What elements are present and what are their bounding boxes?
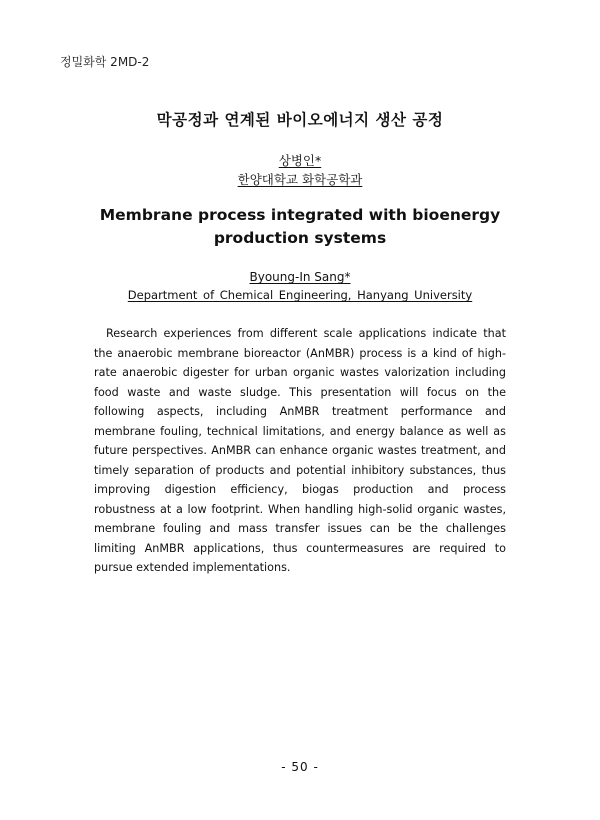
- english-author-name: Byoung-In Sang*: [249, 270, 351, 284]
- korean-affiliation-text: 한양대학교 화학공학과: [237, 172, 363, 187]
- korean-affiliation: [0, 170, 600, 188]
- english-author: [0, 270, 600, 284]
- page-number: - 50 -: [281, 760, 319, 774]
- english-title: Membrane process integrated with bioenergy production systems: [99, 206, 501, 247]
- session-code: 정밀화학 2MD-2: [60, 55, 150, 69]
- english-affiliation: [0, 288, 600, 302]
- korean-author: [0, 151, 600, 169]
- korean-title: 막공정과 연계된 바이오에너지 생산 공정: [156, 111, 444, 129]
- korean-author-name: 상병인*: [278, 153, 322, 168]
- abstract-paragraph: Research experiences from different scale applications indicate that the anaerobic membrane bioreactor (AnMBR) process is a kind of high-rate anaerobic digester for urban organic wastes valorization including food waste and waste sludge. This presentation will focus on the following aspects, including AnMBR treatment performance and membrane fouling, technical limitations, and energy balance as well as future perspectives. AnMBR can enhance organic wastes treatment, and timely separation of products and potential inhibitory substances, thus improving digestion efficiency, biogas production and process robustness at a low footprint. When handling high-solid organic wastes, membrane fouling and mass transfer issues can be the challenges limiting AnMBR applications, thus countermeasures are required to pursue extended implementations.: [94, 327, 506, 574]
- english-affiliation-text: Department of Chemical Engineering, Hanyang University: [127, 288, 473, 302]
